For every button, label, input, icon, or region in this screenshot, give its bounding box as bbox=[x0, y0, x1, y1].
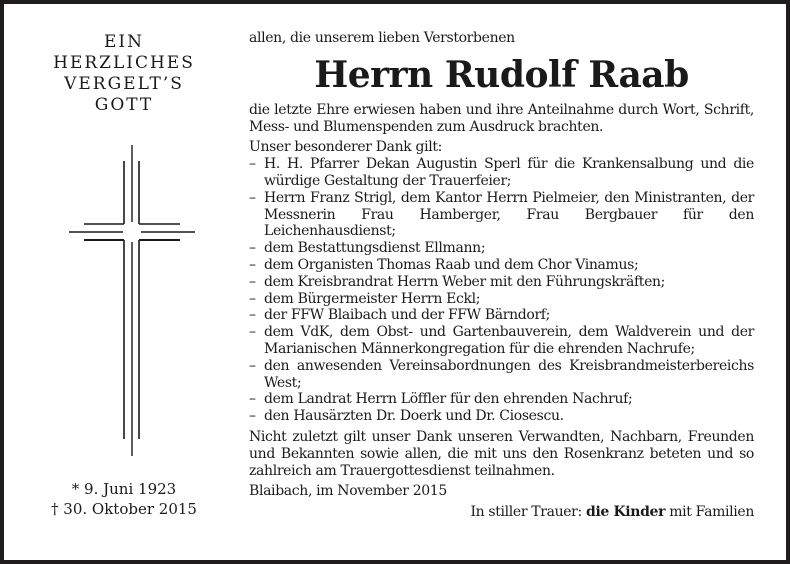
list-item bbox=[249, 307, 754, 324]
list-item-text: dem Landrat Herrn Löffler für den ehrenden Nachruf; bbox=[264, 391, 633, 408]
cross-icon bbox=[64, 134, 204, 464]
list-item bbox=[249, 408, 754, 425]
dash-bullet: – bbox=[249, 156, 256, 173]
dash-bullet: – bbox=[249, 273, 256, 290]
list-item bbox=[249, 274, 754, 291]
list-item-text: dem Organisten Thomas Raab und dem Chor Vinamus; bbox=[264, 256, 639, 273]
tribute-text: die letzte Ehre erwiesen haben und ihre Anteilnahme durch Wort, Schrift, Mess- und Blumenspenden zum Ausdruck brachten. bbox=[249, 101, 754, 135]
signature bbox=[249, 504, 754, 521]
list-item bbox=[249, 391, 754, 408]
list-item-text: Herrn Franz Strigl, dem Kantor Herrn Pielmeier, den Ministranten, der Messnerin Frau Hamberger, Frau Bergbauer für den Leichenhausdienst; bbox=[264, 189, 754, 240]
thanks-heading-left bbox=[24, 32, 224, 116]
closing-text: Nicht zuletzt gilt unser Dank unseren Verwandten, Nachbarn, Freunden und Bekannten sowie allen, die mit uns den Rosenkranz beteten und so zahlreich am Trauergottesdienst teilnahmen. bbox=[249, 428, 754, 479]
list-item bbox=[249, 257, 754, 274]
list-item bbox=[249, 240, 754, 257]
thanks-list bbox=[249, 156, 754, 425]
list-item-text: der FFW Blaibach und der FFW Bärndorf; bbox=[264, 307, 550, 324]
death-date: † 30. Oktober 2015 bbox=[51, 500, 197, 518]
list-item bbox=[249, 156, 754, 190]
dash-bullet: – bbox=[249, 240, 256, 257]
signature-prefix: In stiller Trauer: bbox=[470, 504, 586, 521]
list-item-text: H. H. Pfarrer Dekan Augustin Sperl für die Krankensalbung und die würdige Gestaltung der Trauerfeier; bbox=[264, 156, 754, 189]
list-item-text: den anwesenden Vereinsabordnungen des Kreisbrandmeisterbereichs West; bbox=[264, 357, 754, 391]
list-item-text: dem Kreisbrandrat Herrn Weber mit den Führungskräften; bbox=[264, 273, 666, 290]
heading-line: EIN bbox=[104, 32, 144, 52]
place-date: Blaibach, im November 2015 bbox=[249, 483, 447, 500]
birth-date: * 9. Juni 1923 bbox=[71, 480, 177, 498]
list-item-text: den Hausärzten Dr. Doerk und Dr. Ciosescu. bbox=[264, 408, 564, 425]
list-item bbox=[249, 324, 754, 358]
signature-suffix: mit Familien bbox=[665, 504, 754, 521]
dash-bullet: – bbox=[249, 256, 256, 273]
dash-bullet: – bbox=[249, 408, 256, 425]
dash-bullet: – bbox=[249, 391, 256, 408]
thanks-heading: Unser besonderer Dank gilt: bbox=[249, 139, 443, 156]
main-text bbox=[249, 30, 754, 521]
list-item bbox=[249, 190, 754, 240]
list-item bbox=[249, 291, 754, 308]
dash-bullet: – bbox=[249, 189, 256, 206]
heading-line: HERZLICHES bbox=[53, 53, 195, 73]
life-dates bbox=[24, 479, 224, 519]
list-item bbox=[249, 358, 754, 392]
heading-line: GOTT bbox=[94, 95, 154, 115]
signature-bold: die Kinder bbox=[586, 504, 666, 521]
list-item-text: dem VdK, dem Obst- und Gartenbauverein, dem Waldverein und der Marianischen Männerkongregation für die ehrenden Nachrufe; bbox=[264, 324, 754, 357]
deceased-name: Herrn Rudolf Raab bbox=[314, 53, 689, 96]
dash-bullet: – bbox=[249, 324, 256, 341]
dash-bullet: – bbox=[249, 290, 256, 307]
heading-line: VERGELT’S bbox=[64, 74, 184, 94]
dash-bullet: – bbox=[249, 307, 256, 324]
list-item-text: dem Bürgermeister Herrn Eckl; bbox=[264, 290, 481, 307]
intro-text: allen, die unserem lieben Verstorbenen bbox=[249, 30, 515, 46]
list-item-text: dem Bestattungsdienst Ellmann; bbox=[264, 240, 486, 257]
dash-bullet: – bbox=[249, 357, 256, 374]
